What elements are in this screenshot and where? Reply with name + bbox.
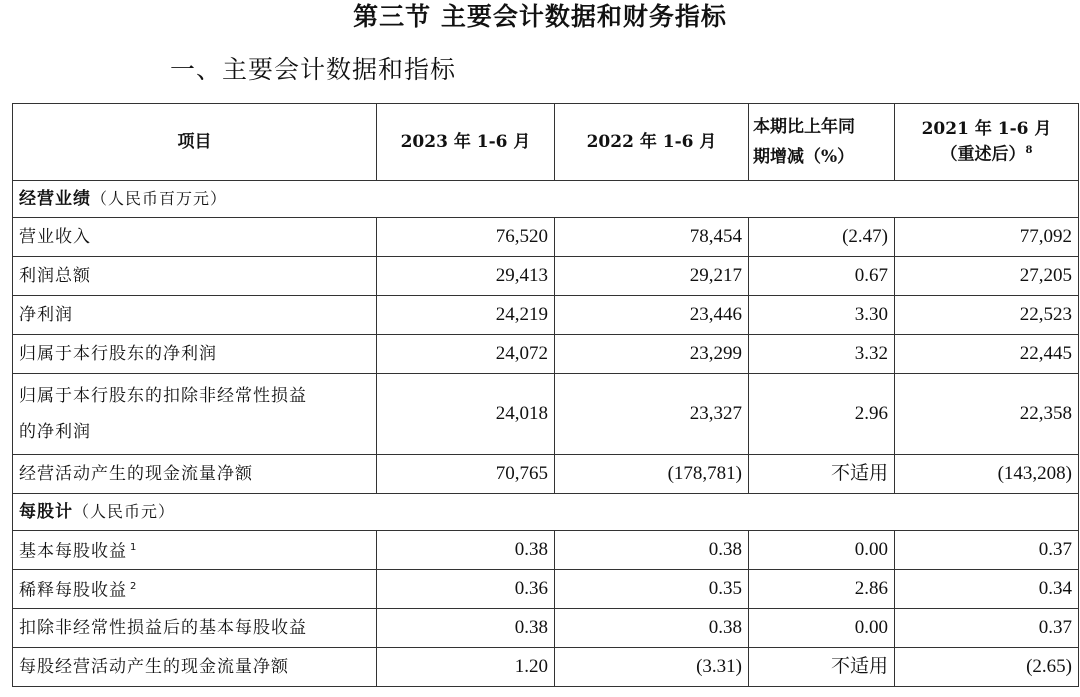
value-yoy-change: 2.86	[749, 570, 895, 609]
footnote-marker: 2	[130, 581, 138, 593]
row-label	[13, 531, 377, 570]
value-2021: 0.37	[895, 609, 1079, 648]
value-2022: 29,217	[555, 257, 749, 296]
row-label-text: 营业收入	[19, 227, 91, 247]
value-2023: 29,413	[377, 257, 555, 296]
table-header-row	[13, 104, 1079, 181]
value-2022: 23,299	[555, 335, 749, 374]
footnote-marker: 1	[130, 542, 138, 554]
group-unit-per-share: （人民币元）	[73, 502, 176, 521]
row-label-text: 归属于本行股东的净利润	[19, 344, 217, 364]
value-2021: 22,445	[895, 335, 1079, 374]
row-label-text: 扣除非经常性损益后的基本每股收益	[19, 618, 307, 638]
value-2023: 24,072	[377, 335, 555, 374]
value-2021: 22,523	[895, 296, 1079, 335]
financial-data-table	[12, 103, 1079, 687]
value-2023: 0.36	[377, 570, 555, 609]
value-2021: (2.65)	[895, 648, 1079, 687]
table-row	[13, 609, 1079, 648]
group-title-operating: 经营业绩	[19, 189, 91, 209]
table-row	[13, 296, 1079, 335]
value-yoy-change: 不适用	[749, 455, 895, 494]
value-yoy-change: 0.67	[749, 257, 895, 296]
header-yoy-change	[749, 104, 895, 181]
subsection-title: 一、主要会计数据和指标	[170, 55, 457, 84]
value-2022: 0.35	[555, 570, 749, 609]
value-2023: 1.20	[377, 648, 555, 687]
table-row	[13, 648, 1079, 687]
table-row	[13, 257, 1079, 296]
table-row	[13, 218, 1079, 257]
row-label	[13, 335, 377, 374]
value-2022: 78,454	[555, 218, 749, 257]
value-yoy-change: 3.32	[749, 335, 895, 374]
header-2021	[895, 104, 1079, 181]
row-label	[13, 609, 377, 648]
value-2023: 24,219	[377, 296, 555, 335]
value-2023: 70,765	[377, 455, 555, 494]
value-yoy-change: 2.96	[749, 374, 895, 455]
value-2022: 23,446	[555, 296, 749, 335]
header-2021-line2: （重述后）$^8$	[940, 144, 1033, 165]
header-yoy-change-line1: 本期比上年同	[753, 117, 855, 137]
value-yoy-change: 0.00	[749, 531, 895, 570]
row-label	[13, 218, 377, 257]
value-2023: 24,018	[377, 374, 555, 455]
value-2022: 23,327	[555, 374, 749, 455]
header-2021-line1: 2021 年 1-6 月	[921, 119, 1052, 140]
value-2021: 27,205	[895, 257, 1079, 296]
row-label-text: 基本每股收益	[19, 541, 127, 562]
value-yoy-change: 不适用	[749, 648, 895, 687]
row-label	[13, 296, 377, 335]
table-row	[13, 374, 1079, 455]
value-2023: 0.38	[377, 609, 555, 648]
table-row	[13, 570, 1079, 609]
row-label-text: 利润总额	[19, 266, 91, 286]
group-row-operating	[13, 181, 1079, 218]
value-2023: 0.38	[377, 531, 555, 570]
table-row	[13, 531, 1079, 570]
row-label	[13, 570, 377, 609]
row-label-text: 稀释每股收益	[19, 580, 127, 601]
row-label-text: 净利润	[19, 305, 73, 325]
value-yoy-change: 0.00	[749, 609, 895, 648]
value-2022: 0.38	[555, 531, 749, 570]
table-row	[13, 455, 1079, 494]
value-2021: 0.37	[895, 531, 1079, 570]
row-label	[13, 374, 377, 455]
value-2021: 0.34	[895, 570, 1079, 609]
value-2021: (143,208)	[895, 455, 1079, 494]
value-yoy-change: (2.47)	[749, 218, 895, 257]
value-2023: 76,520	[377, 218, 555, 257]
row-label-text: 每股经营活动产生的现金流量净额	[19, 657, 289, 677]
header-2022: 2022 年 1-6 月	[555, 104, 749, 181]
row-label: 经营活动产生的现金流量净额	[13, 455, 377, 494]
value-2021: 77,092	[895, 218, 1079, 257]
header-yoy-change-line2: 期增减（%）	[753, 147, 855, 167]
header-2023: 2023 年 1-6 月	[377, 104, 555, 181]
row-label	[13, 648, 377, 687]
value-2022: 0.38	[555, 609, 749, 648]
header-item: 项目	[13, 104, 377, 181]
value-yoy-change: 3.30	[749, 296, 895, 335]
group-unit-operating: （人民币百万元）	[91, 189, 228, 208]
table-row	[13, 335, 1079, 374]
group-title-per-share: 每股计	[19, 502, 73, 522]
row-label-line1: 归属于本行股东的扣除非经常性损益	[19, 386, 307, 406]
value-2022: (178,781)	[555, 455, 749, 494]
value-2021: 22,358	[895, 374, 1079, 455]
group-row-per-share	[13, 494, 1079, 531]
row-label-line2: 的净利润	[19, 422, 91, 442]
section-title: 第三节 主要会计数据和财务指标	[353, 2, 727, 31]
row-label	[13, 257, 377, 296]
value-2022: (3.31)	[555, 648, 749, 687]
header-2021-footnote: 8	[1025, 145, 1033, 157]
